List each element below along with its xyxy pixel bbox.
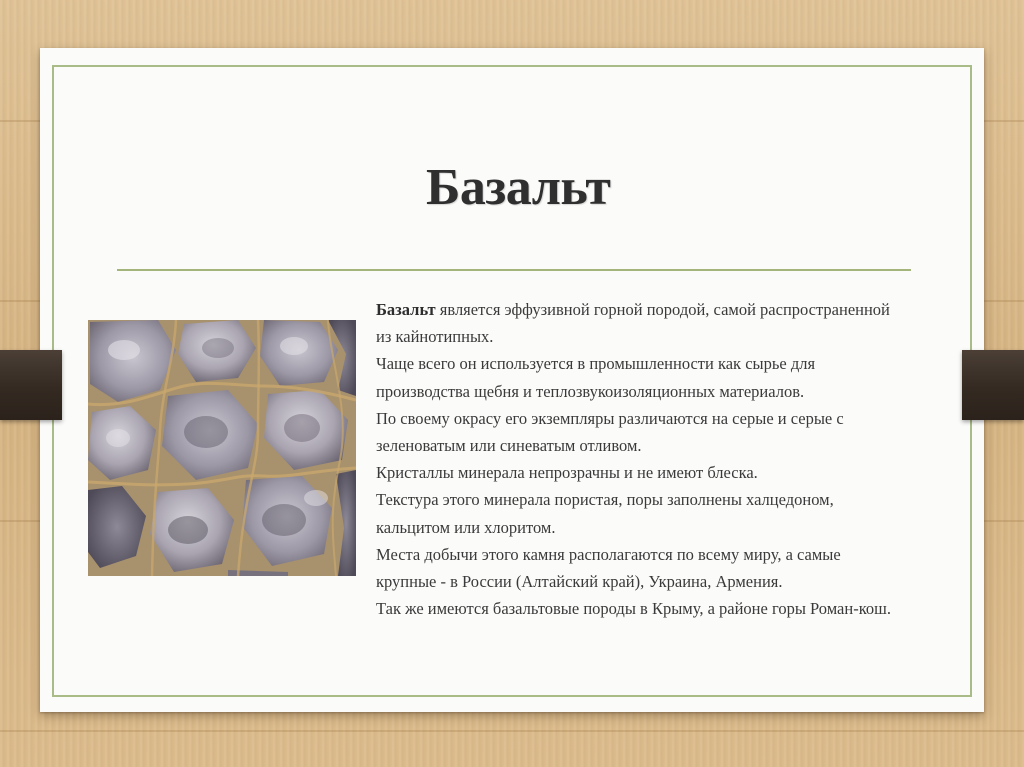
basalt-rock-image	[88, 320, 356, 576]
paragraph	[376, 459, 896, 486]
paragraph-lead: Базальт	[376, 300, 436, 319]
paragraph-text: Кристаллы минерала непрозрачны и не имеют блеска.	[376, 463, 758, 483]
paragraph-text: Текстура этого минерала пористая, поры заполнены халцедоном, кальцитом или хлоритом.	[376, 490, 834, 537]
paragraph-text: Чаще всего он используется в промышленности как сырье для производства щебня и теплозвукоизоляционных материалов.	[376, 354, 816, 401]
board-seam	[0, 730, 1024, 732]
title-divider	[117, 269, 911, 271]
paragraph-text: Места добычи этого камня располагаются по всему миру, а самые крупные - в России (Алтайский край), Украина, Армения.	[376, 544, 841, 592]
paragraph	[376, 296, 896, 350]
paragraph	[376, 350, 896, 404]
paragraph	[376, 541, 896, 595]
paragraph-text: По своему окрасу его экземпляры различаются на серые и серые с зеленоватым или синеватым отливом.	[376, 408, 844, 456]
paragraph	[376, 486, 896, 540]
slide-body	[376, 296, 896, 622]
paragraph	[376, 405, 896, 459]
slide-title: Базальт	[426, 159, 611, 216]
binder-clip-right	[962, 350, 1024, 420]
paragraph-text: Так же имеются базальтовые породы в Крыму, а районе горы Роман-кош.	[376, 599, 891, 619]
binder-clip-left	[0, 350, 62, 420]
basalt-photo	[88, 320, 356, 576]
paragraph	[376, 595, 896, 622]
paragraph-text: является эффузивной горной породой, самой распространенной из кайнотипных.	[376, 300, 890, 347]
